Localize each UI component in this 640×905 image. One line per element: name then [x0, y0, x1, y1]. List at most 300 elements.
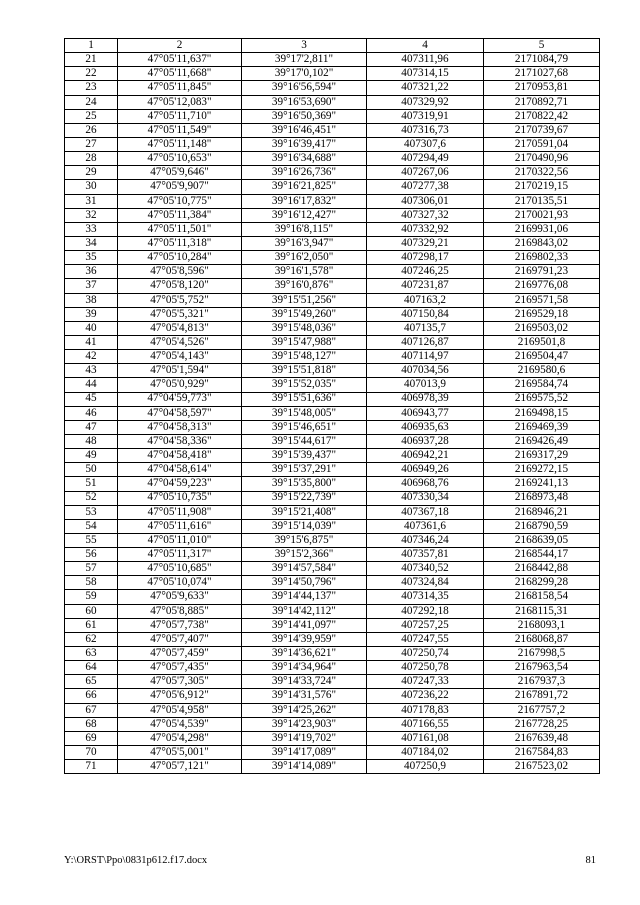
table-row: [65, 152, 600, 166]
longitude-cell: 39°14'14,089": [242, 760, 367, 774]
y-coordinate-cell: 2169498,15: [484, 406, 600, 420]
y-coordinate-cell: 2167639,48: [484, 731, 600, 745]
latitude-cell: 47°04'59,773": [118, 392, 242, 406]
x-coordinate-cell: 407367,18: [367, 505, 484, 519]
latitude-cell: 47°05'4,143": [118, 350, 242, 364]
table-row: [65, 166, 600, 180]
x-coordinate-cell: 406978,39: [367, 392, 484, 406]
point-number-cell: 62: [65, 632, 118, 646]
table-row: [65, 647, 600, 661]
latitude-cell: 47°05'11,549": [118, 123, 242, 137]
x-coordinate-cell: 406968,76: [367, 477, 484, 491]
x-coordinate-cell: 407316,73: [367, 123, 484, 137]
y-coordinate-cell: 2170135,51: [484, 194, 600, 208]
point-number-cell: 21: [65, 53, 118, 67]
table-row: [65, 746, 600, 760]
point-number-cell: 55: [65, 533, 118, 547]
point-number-cell: 35: [65, 251, 118, 265]
y-coordinate-cell: 2170591,04: [484, 137, 600, 151]
table-row: [65, 307, 600, 321]
latitude-cell: 47°05'11,616": [118, 519, 242, 533]
longitude-cell: 39°15'47,988": [242, 335, 367, 349]
longitude-cell: 39°15'39,437": [242, 449, 367, 463]
latitude-cell: 47°05'8,596": [118, 265, 242, 279]
y-coordinate-cell: 2167523,02: [484, 760, 600, 774]
x-coordinate-cell: 407247,55: [367, 632, 484, 646]
longitude-cell: 39°15'14,039": [242, 519, 367, 533]
latitude-cell: 47°05'9,646": [118, 166, 242, 180]
y-coordinate-cell: 2169931,06: [484, 222, 600, 236]
table-row: [65, 53, 600, 67]
latitude-cell: 47°05'5,752": [118, 293, 242, 307]
table-row: [65, 562, 600, 576]
longitude-cell: 39°14'19,702": [242, 731, 367, 745]
y-coordinate-cell: 2168639,05: [484, 533, 600, 547]
coordinates-table: [64, 38, 600, 774]
point-number-cell: 36: [65, 265, 118, 279]
latitude-cell: 47°05'10,074": [118, 576, 242, 590]
point-number-cell: 34: [65, 236, 118, 250]
x-coordinate-cell: 406942,21: [367, 449, 484, 463]
x-coordinate-cell: 407135,7: [367, 321, 484, 335]
latitude-cell: 47°05'7,407": [118, 632, 242, 646]
x-coordinate-cell: 407306,01: [367, 194, 484, 208]
point-number-cell: 25: [65, 109, 118, 123]
latitude-cell: 47°05'4,958": [118, 703, 242, 717]
column-header-2: 2: [118, 39, 242, 53]
table-row: [65, 632, 600, 646]
table-row: [65, 548, 600, 562]
y-coordinate-cell: 2168068,87: [484, 632, 600, 646]
y-coordinate-cell: 2167757,2: [484, 703, 600, 717]
point-number-cell: 52: [65, 491, 118, 505]
latitude-cell: 47°05'7,738": [118, 618, 242, 632]
longitude-cell: 39°14'36,621": [242, 647, 367, 661]
x-coordinate-cell: 407277,38: [367, 180, 484, 194]
y-coordinate-cell: 2169571,58: [484, 293, 600, 307]
longitude-cell: 39°15'48,036": [242, 321, 367, 335]
point-number-cell: 38: [65, 293, 118, 307]
table-row: [65, 194, 600, 208]
x-coordinate-cell: 407294,49: [367, 152, 484, 166]
longitude-cell: 39°15'51,818": [242, 364, 367, 378]
point-number-cell: 24: [65, 95, 118, 109]
point-number-cell: 40: [65, 321, 118, 335]
table-header-row: [65, 39, 600, 53]
latitude-cell: 47°05'5,001": [118, 746, 242, 760]
latitude-cell: 47°05'10,685": [118, 562, 242, 576]
longitude-cell: 39°16'34,688": [242, 152, 367, 166]
table-row: [65, 95, 600, 109]
y-coordinate-cell: 2169529,18: [484, 307, 600, 321]
point-number-cell: 37: [65, 279, 118, 293]
longitude-cell: 39°15'52,035": [242, 378, 367, 392]
table-row: [65, 335, 600, 349]
longitude-cell: 39°15'37,291": [242, 463, 367, 477]
y-coordinate-cell: 2170219,15: [484, 180, 600, 194]
y-coordinate-cell: 2167998,5: [484, 647, 600, 661]
x-coordinate-cell: 407324,84: [367, 576, 484, 590]
table-row: [65, 392, 600, 406]
latitude-cell: 47°05'11,148": [118, 137, 242, 151]
point-number-cell: 44: [65, 378, 118, 392]
x-coordinate-cell: 407236,22: [367, 689, 484, 703]
x-coordinate-cell: 407163,2: [367, 293, 484, 307]
y-coordinate-cell: 2168158,54: [484, 590, 600, 604]
longitude-cell: 39°15'49,260": [242, 307, 367, 321]
point-number-cell: 48: [65, 434, 118, 448]
longitude-cell: 39°14'57,584": [242, 562, 367, 576]
longitude-cell: 39°14'17,089": [242, 746, 367, 760]
point-number-cell: 23: [65, 81, 118, 95]
y-coordinate-cell: 2169241,13: [484, 477, 600, 491]
table-row: [65, 180, 600, 194]
y-coordinate-cell: 2167891,72: [484, 689, 600, 703]
longitude-cell: 39°15'2,366": [242, 548, 367, 562]
longitude-cell: 39°17'2,811": [242, 53, 367, 67]
longitude-cell: 39°16'2,050": [242, 251, 367, 265]
longitude-cell: 39°16'50,369": [242, 109, 367, 123]
latitude-cell: 47°05'6,912": [118, 689, 242, 703]
y-coordinate-cell: 2167963,54: [484, 661, 600, 675]
x-coordinate-cell: 406949,26: [367, 463, 484, 477]
y-coordinate-cell: 2169469,39: [484, 420, 600, 434]
latitude-cell: 47°04'58,313": [118, 420, 242, 434]
x-coordinate-cell: 407319,91: [367, 109, 484, 123]
table-row: [65, 689, 600, 703]
y-coordinate-cell: 2169501,8: [484, 335, 600, 349]
point-number-cell: 59: [65, 590, 118, 604]
table-row: [65, 236, 600, 250]
x-coordinate-cell: 407166,55: [367, 717, 484, 731]
x-coordinate-cell: 407346,24: [367, 533, 484, 547]
latitude-cell: 47°05'7,435": [118, 661, 242, 675]
latitude-cell: 47°05'0,929": [118, 378, 242, 392]
y-coordinate-cell: 2169802,33: [484, 251, 600, 265]
y-coordinate-cell: 2169580,6: [484, 364, 600, 378]
table-row: [65, 406, 600, 420]
table-row: [65, 703, 600, 717]
table-row: [65, 576, 600, 590]
point-number-cell: 47: [65, 420, 118, 434]
x-coordinate-cell: 407161,08: [367, 731, 484, 745]
y-coordinate-cell: 2170490,96: [484, 152, 600, 166]
y-coordinate-cell: 2170322,56: [484, 166, 600, 180]
x-coordinate-cell: 406935,63: [367, 420, 484, 434]
point-number-cell: 61: [65, 618, 118, 632]
y-coordinate-cell: 2169503,02: [484, 321, 600, 335]
longitude-cell: 39°16'26,736": [242, 166, 367, 180]
latitude-cell: 47°05'4,539": [118, 717, 242, 731]
longitude-cell: 39°16'39,417": [242, 137, 367, 151]
table-row: [65, 463, 600, 477]
table-body: [65, 53, 600, 774]
y-coordinate-cell: 2167728,25: [484, 717, 600, 731]
table-row: [65, 477, 600, 491]
y-coordinate-cell: 2169272,15: [484, 463, 600, 477]
point-number-cell: 69: [65, 731, 118, 745]
table-row: [65, 251, 600, 265]
longitude-cell: 39°16'53,690": [242, 95, 367, 109]
x-coordinate-cell: 407298,17: [367, 251, 484, 265]
longitude-cell: 39°14'34,964": [242, 661, 367, 675]
table-row: [65, 109, 600, 123]
table-row: [65, 661, 600, 675]
longitude-cell: 39°16'21,825": [242, 180, 367, 194]
y-coordinate-cell: 2167937,3: [484, 675, 600, 689]
x-coordinate-cell: 407327,32: [367, 208, 484, 222]
x-coordinate-cell: 407178,83: [367, 703, 484, 717]
latitude-cell: 47°05'10,735": [118, 491, 242, 505]
latitude-cell: 47°05'11,637": [118, 53, 242, 67]
table-row: [65, 67, 600, 81]
longitude-cell: 39°15'21,408": [242, 505, 367, 519]
longitude-cell: 39°15'35,800": [242, 477, 367, 491]
x-coordinate-cell: 407034,56: [367, 364, 484, 378]
x-coordinate-cell: 407246,25: [367, 265, 484, 279]
x-coordinate-cell: 407361,6: [367, 519, 484, 533]
y-coordinate-cell: 2171027,68: [484, 67, 600, 81]
point-number-cell: 43: [65, 364, 118, 378]
y-coordinate-cell: 2169776,08: [484, 279, 600, 293]
table-row: [65, 137, 600, 151]
latitude-cell: 47°05'7,305": [118, 675, 242, 689]
point-number-cell: 58: [65, 576, 118, 590]
latitude-cell: 47°05'7,121": [118, 760, 242, 774]
longitude-cell: 39°15'48,127": [242, 350, 367, 364]
x-coordinate-cell: 407329,92: [367, 95, 484, 109]
latitude-cell: 47°05'11,845": [118, 81, 242, 95]
table-row: [65, 491, 600, 505]
x-coordinate-cell: 407150,84: [367, 307, 484, 321]
table-row: [65, 265, 600, 279]
point-number-cell: 22: [65, 67, 118, 81]
latitude-cell: 47°04'58,418": [118, 449, 242, 463]
x-coordinate-cell: 407247,33: [367, 675, 484, 689]
x-coordinate-cell: 407311,96: [367, 53, 484, 67]
y-coordinate-cell: 2170021,93: [484, 208, 600, 222]
x-coordinate-cell: 407332,92: [367, 222, 484, 236]
latitude-cell: 47°05'1,594": [118, 364, 242, 378]
latitude-cell: 47°05'8,120": [118, 279, 242, 293]
table-row: [65, 717, 600, 731]
latitude-cell: 47°04'58,614": [118, 463, 242, 477]
longitude-cell: 39°16'3,947": [242, 236, 367, 250]
table-row: [65, 208, 600, 222]
point-number-cell: 54: [65, 519, 118, 533]
point-number-cell: 49: [65, 449, 118, 463]
longitude-cell: 39°15'51,256": [242, 293, 367, 307]
table-row: [65, 675, 600, 689]
footer-file-path: Y:\ORST\Ppo\0831p612.f17.docx: [64, 855, 208, 866]
y-coordinate-cell: 2169791,23: [484, 265, 600, 279]
latitude-cell: 47°04'58,336": [118, 434, 242, 448]
table-row: [65, 293, 600, 307]
table-header: [65, 39, 600, 53]
table-row: [65, 123, 600, 137]
longitude-cell: 39°14'23,903": [242, 717, 367, 731]
longitude-cell: 39°14'41,097": [242, 618, 367, 632]
point-number-cell: 32: [65, 208, 118, 222]
point-number-cell: 66: [65, 689, 118, 703]
y-coordinate-cell: 2167584,83: [484, 746, 600, 760]
point-number-cell: 26: [65, 123, 118, 137]
latitude-cell: 47°05'9,633": [118, 590, 242, 604]
x-coordinate-cell: 407321,22: [367, 81, 484, 95]
point-number-cell: 71: [65, 760, 118, 774]
x-coordinate-cell: 406943,77: [367, 406, 484, 420]
point-number-cell: 50: [65, 463, 118, 477]
latitude-cell: 47°05'11,010": [118, 533, 242, 547]
table-row: [65, 505, 600, 519]
y-coordinate-cell: 2168093,1: [484, 618, 600, 632]
longitude-cell: 39°16'56,594": [242, 81, 367, 95]
latitude-cell: 47°05'10,653": [118, 152, 242, 166]
point-number-cell: 67: [65, 703, 118, 717]
longitude-cell: 39°16'1,578": [242, 265, 367, 279]
point-number-cell: 46: [65, 406, 118, 420]
point-number-cell: 42: [65, 350, 118, 364]
x-coordinate-cell: 407292,18: [367, 604, 484, 618]
point-number-cell: 39: [65, 307, 118, 321]
table-row: [65, 222, 600, 236]
longitude-cell: 39°16'0,876": [242, 279, 367, 293]
point-number-cell: 30: [65, 180, 118, 194]
point-number-cell: 31: [65, 194, 118, 208]
point-number-cell: 63: [65, 647, 118, 661]
y-coordinate-cell: 2168973,48: [484, 491, 600, 505]
point-number-cell: 41: [65, 335, 118, 349]
y-coordinate-cell: 2169426,49: [484, 434, 600, 448]
point-number-cell: 57: [65, 562, 118, 576]
x-coordinate-cell: 407314,35: [367, 590, 484, 604]
point-number-cell: 51: [65, 477, 118, 491]
table-row: [65, 279, 600, 293]
x-coordinate-cell: 407357,81: [367, 548, 484, 562]
longitude-cell: 39°15'51,636": [242, 392, 367, 406]
y-coordinate-cell: 2169584,74: [484, 378, 600, 392]
y-coordinate-cell: 2170822,42: [484, 109, 600, 123]
table-row: [65, 590, 600, 604]
y-coordinate-cell: 2171084,79: [484, 53, 600, 67]
longitude-cell: 39°14'42,112": [242, 604, 367, 618]
point-number-cell: 70: [65, 746, 118, 760]
y-coordinate-cell: 2170953,81: [484, 81, 600, 95]
table-row: [65, 731, 600, 745]
x-coordinate-cell: 407250,74: [367, 647, 484, 661]
table-row: [65, 604, 600, 618]
table-row: [65, 378, 600, 392]
longitude-cell: 39°16'46,451": [242, 123, 367, 137]
point-number-cell: 68: [65, 717, 118, 731]
latitude-cell: 47°05'11,317": [118, 548, 242, 562]
x-coordinate-cell: 407250,9: [367, 760, 484, 774]
latitude-cell: 47°05'11,318": [118, 236, 242, 250]
x-coordinate-cell: 407340,52: [367, 562, 484, 576]
point-number-cell: 33: [65, 222, 118, 236]
column-header-3: 3: [242, 39, 367, 53]
y-coordinate-cell: 2168946,21: [484, 505, 600, 519]
table-row: [65, 321, 600, 335]
y-coordinate-cell: 2169504,47: [484, 350, 600, 364]
y-coordinate-cell: 2169575,52: [484, 392, 600, 406]
table-row: [65, 760, 600, 774]
latitude-cell: 47°05'4,526": [118, 335, 242, 349]
longitude-cell: 39°14'50,796": [242, 576, 367, 590]
latitude-cell: 47°05'5,321": [118, 307, 242, 321]
x-coordinate-cell: 407250,78: [367, 661, 484, 675]
table-row: [65, 434, 600, 448]
table-row: [65, 81, 600, 95]
point-number-cell: 29: [65, 166, 118, 180]
longitude-cell: 39°15'6,875": [242, 533, 367, 547]
longitude-cell: 39°17'0,102": [242, 67, 367, 81]
longitude-cell: 39°15'46,651": [242, 420, 367, 434]
latitude-cell: 47°05'4,813": [118, 321, 242, 335]
latitude-cell: 47°05'9,907": [118, 180, 242, 194]
x-coordinate-cell: 407231,87: [367, 279, 484, 293]
y-coordinate-cell: 2168790,59: [484, 519, 600, 533]
y-coordinate-cell: 2168442,88: [484, 562, 600, 576]
table-row: [65, 420, 600, 434]
y-coordinate-cell: 2169317,29: [484, 449, 600, 463]
latitude-cell: 47°05'11,908": [118, 505, 242, 519]
y-coordinate-cell: 2169843,02: [484, 236, 600, 250]
longitude-cell: 39°15'22,739": [242, 491, 367, 505]
x-coordinate-cell: 407307,6: [367, 137, 484, 151]
y-coordinate-cell: 2170892,71: [484, 95, 600, 109]
longitude-cell: 39°16'8,115": [242, 222, 367, 236]
latitude-cell: 47°04'58,597": [118, 406, 242, 420]
y-coordinate-cell: 2168115,31: [484, 604, 600, 618]
point-number-cell: 28: [65, 152, 118, 166]
point-number-cell: 65: [65, 675, 118, 689]
column-header-4: 4: [367, 39, 484, 53]
latitude-cell: 47°05'11,710": [118, 109, 242, 123]
longitude-cell: 39°14'25,262": [242, 703, 367, 717]
x-coordinate-cell: 407013,9: [367, 378, 484, 392]
point-number-cell: 27: [65, 137, 118, 151]
page-number: 81: [585, 855, 596, 866]
point-number-cell: 45: [65, 392, 118, 406]
x-coordinate-cell: 407114,97: [367, 350, 484, 364]
table-row: [65, 533, 600, 547]
x-coordinate-cell: 407257,25: [367, 618, 484, 632]
x-coordinate-cell: 407267,06: [367, 166, 484, 180]
y-coordinate-cell: 2168544,17: [484, 548, 600, 562]
column-header-1: 1: [65, 39, 118, 53]
point-number-cell: 56: [65, 548, 118, 562]
latitude-cell: 47°05'11,668": [118, 67, 242, 81]
latitude-cell: 47°04'59,223": [118, 477, 242, 491]
latitude-cell: 47°05'7,459": [118, 647, 242, 661]
longitude-cell: 39°14'39,959": [242, 632, 367, 646]
longitude-cell: 39°14'31,576": [242, 689, 367, 703]
longitude-cell: 39°14'33,724": [242, 675, 367, 689]
longitude-cell: 39°14'44,137": [242, 590, 367, 604]
latitude-cell: 47°05'10,775": [118, 194, 242, 208]
latitude-cell: 47°05'12,083": [118, 95, 242, 109]
table-row: [65, 350, 600, 364]
y-coordinate-cell: 2168299,28: [484, 576, 600, 590]
point-number-cell: 60: [65, 604, 118, 618]
point-number-cell: 64: [65, 661, 118, 675]
y-coordinate-cell: 2170739,67: [484, 123, 600, 137]
column-header-5: 5: [484, 39, 600, 53]
longitude-cell: 39°15'44,617": [242, 434, 367, 448]
longitude-cell: 39°16'17,832": [242, 194, 367, 208]
latitude-cell: 47°05'4,298": [118, 731, 242, 745]
